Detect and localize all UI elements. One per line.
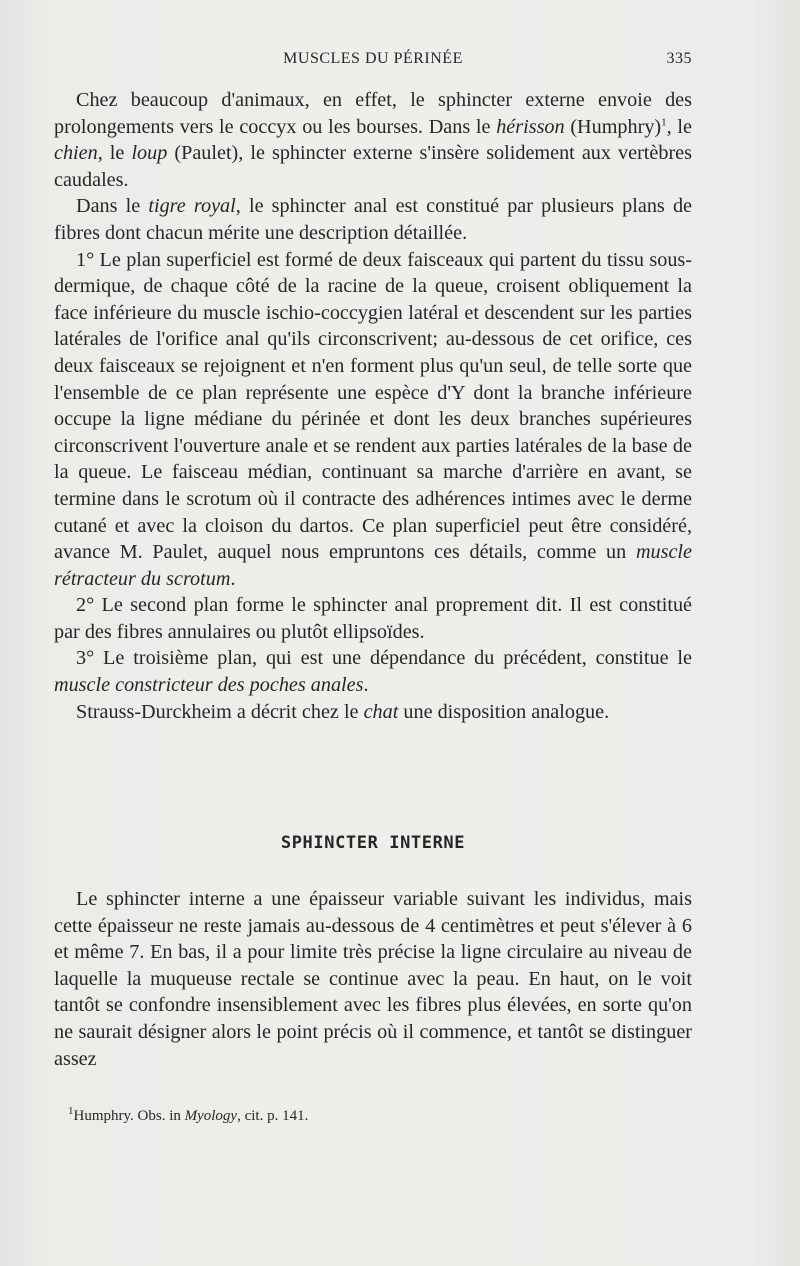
text-run: Strauss-Durckheim a décrit chez le bbox=[76, 700, 364, 723]
italic-run: loup bbox=[131, 142, 168, 165]
text-run: Humphry. Obs. in bbox=[73, 1108, 185, 1124]
italic-run: muscle rétracteur du scrotum bbox=[54, 541, 692, 590]
text-run: , le bbox=[666, 115, 692, 138]
section-text bbox=[54, 886, 692, 1072]
paragraph bbox=[54, 247, 692, 593]
italic-run: tigre royal bbox=[148, 195, 236, 218]
italic-run: muscle constricteur des poches anales bbox=[54, 674, 364, 697]
text-run: Le sphincter interne a une épaisseur variable suivant les individus, mais cette épaisseur ne reste jamais au-dessous de 4 centimètres et peut s'élever à 6 et même 7. En bas, il a pour limite très précise la ligne circulaire au niveau de laquelle la muqueuse rectale se continue avec la peau. En haut, on le voit tantôt se confondre insensiblement avec les fibres plus élevées, en sorte qu'on ne saurait désigner alors le point précis où il commence, et tantôt se distinguer assez bbox=[54, 888, 692, 1070]
italic-run: chien bbox=[54, 142, 98, 165]
text-run: 2° Le second plan forme le sphincter anal proprement dit. Il est constitué par des fibres annulaires ou plutôt ellipsoïdes. bbox=[54, 594, 692, 643]
paragraph bbox=[54, 699, 692, 726]
footnote bbox=[68, 1105, 688, 1125]
footnote-ref: 1 bbox=[661, 115, 667, 128]
text-run: (Paulet), le sphincter externe s'insère solidement aux vertèbres caudales. bbox=[54, 142, 693, 191]
paragraph bbox=[54, 886, 692, 1072]
text-run: , le bbox=[97, 142, 132, 165]
main-text bbox=[54, 87, 692, 725]
text-run: . bbox=[363, 674, 369, 697]
text-run: (Humphry) bbox=[564, 115, 662, 138]
italic-run: hérisson bbox=[496, 115, 565, 138]
paragraph bbox=[54, 193, 692, 246]
running-head bbox=[54, 50, 692, 74]
paragraph bbox=[54, 645, 692, 698]
text-run: . bbox=[230, 567, 236, 590]
text-run: , cit. p. 141. bbox=[237, 1108, 309, 1124]
italic-run: chat bbox=[363, 700, 399, 723]
text-run: Dans le bbox=[76, 195, 149, 218]
section-heading: SPHINCTER INTERNE bbox=[280, 833, 466, 853]
text-run: Chez beaucoup d'animaux, en effet, le sphincter externe envoie des prolongements vers le coccyx ou les bourses. Dans le bbox=[54, 89, 692, 138]
running-title: MUSCLES DU PÉRINÉE bbox=[283, 50, 463, 67]
paragraph bbox=[54, 592, 692, 645]
text-run: 3° Le troisième plan, qui est une dépendance du précédent, constitue le bbox=[76, 647, 692, 670]
page-number: 335 bbox=[666, 50, 692, 67]
footnote-marker: 1 bbox=[68, 1105, 74, 1117]
footnote-text bbox=[74, 1108, 309, 1124]
text-run: une disposition analogue. bbox=[398, 700, 610, 723]
text-run: , le sphincter anal est constitué par plusieurs plans de fibres dont chacun mérite une description détaillée. bbox=[54, 195, 692, 244]
paragraph bbox=[54, 87, 692, 193]
italic-run: Myology bbox=[184, 1108, 238, 1124]
text-run: 1° Le plan superficiel est formé de deux faisceaux qui partent du tissu sous-dermique, de chaque côté de la racine de la queue, croisent obliquement la face inférieure du muscle ischio-coccygien latéral et descendent sur les parties latérales de l'orifice anal qu'ils circonscrivent; au-dessous de cet orifice, ces deux faisceaux se rejoignent et n'en forment plus qu'un seul, de telle sorte que l'ensemble de ce plan représente une espèce d'Y dont la branche inférieure occupe la ligne médiane du périnée et dont les deux branches supérieures circonscrivent l'ouverture anale et se rendent aux parties latérales de la base de la queue. Le faisceau médian, continuant sa marche d'arrière en avant, se termine dans le scrotum où il contracte des adhérences intimes avec le derme cutané et avec la cloison du dartos. Ce plan superficiel peut être considéré, avance M. Paulet, auquel nous empruntons ces détails, comme un bbox=[54, 248, 692, 564]
